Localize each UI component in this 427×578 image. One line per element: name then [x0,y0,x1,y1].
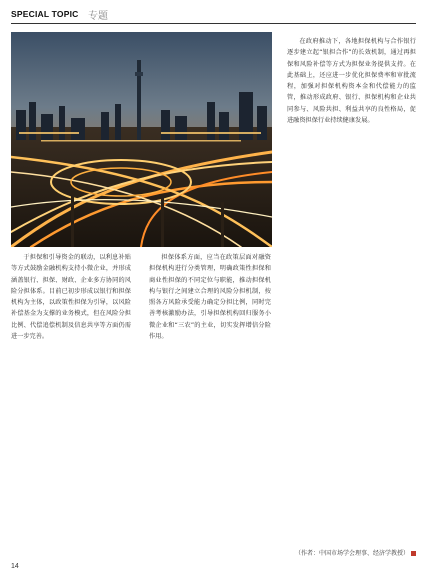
page-number: 14 [11,563,19,570]
section-topic-en: SPECIAL TOPIC [11,9,79,19]
author-line: （作者：中国市场学会理事、经济学教授） [294,550,409,557]
author-credit [287,548,416,557]
text-column-1 [11,252,131,562]
end-mark-icon [411,551,416,556]
column-1-text: 于担保和引导资金的联动，以利息补贴等方式鼓励金融机构支持小微企业，并形成涵盖银行、担保、财政、企业多方协同的风险分担体系。目前已初步形成以银行和担保机构为主体，以政策性担保为引导，以风险补偿基金为支撑的业务模式，但在风险分担比例、代偿追偿机制及信息共享等方面仍需进一步完善。 [11,254,131,341]
text-column-2 [149,252,271,562]
column-3-text: 在政府推动下，各地担保机构与合作银行逐步建立起“银担合作”的长效机制，通过再担保和风险补偿等方式为担保业务提供支持。在此基础上，还应进一步优化担保费率和审批流程，加强对担保机构资本金和代偿能力的监管，推动形成政府、银行、担保机构和企业共同参与、风险共担、利益共享的良性格局，促进融资担保行业持续健康发展。 [287,38,416,125]
section-header [11,6,416,24]
text-column-3 [287,36,416,562]
header-rule [11,23,416,24]
section-topic-cn: 专题 [88,11,108,22]
city-night-photo [11,32,272,247]
column-2-text: 担保体系方面，应当在政策层面对融资担保机构进行分类管理，明确政策性担保和商业性担保的不同定位与职能，推动担保机构与银行之间建立合理的风险分担机制，按照各方风险承受能力确定分担比例，同时完善考核激励办法，引导担保机构回归服务小微企业和“三农”的主业，切实发挥增信分险作用。 [149,254,271,341]
